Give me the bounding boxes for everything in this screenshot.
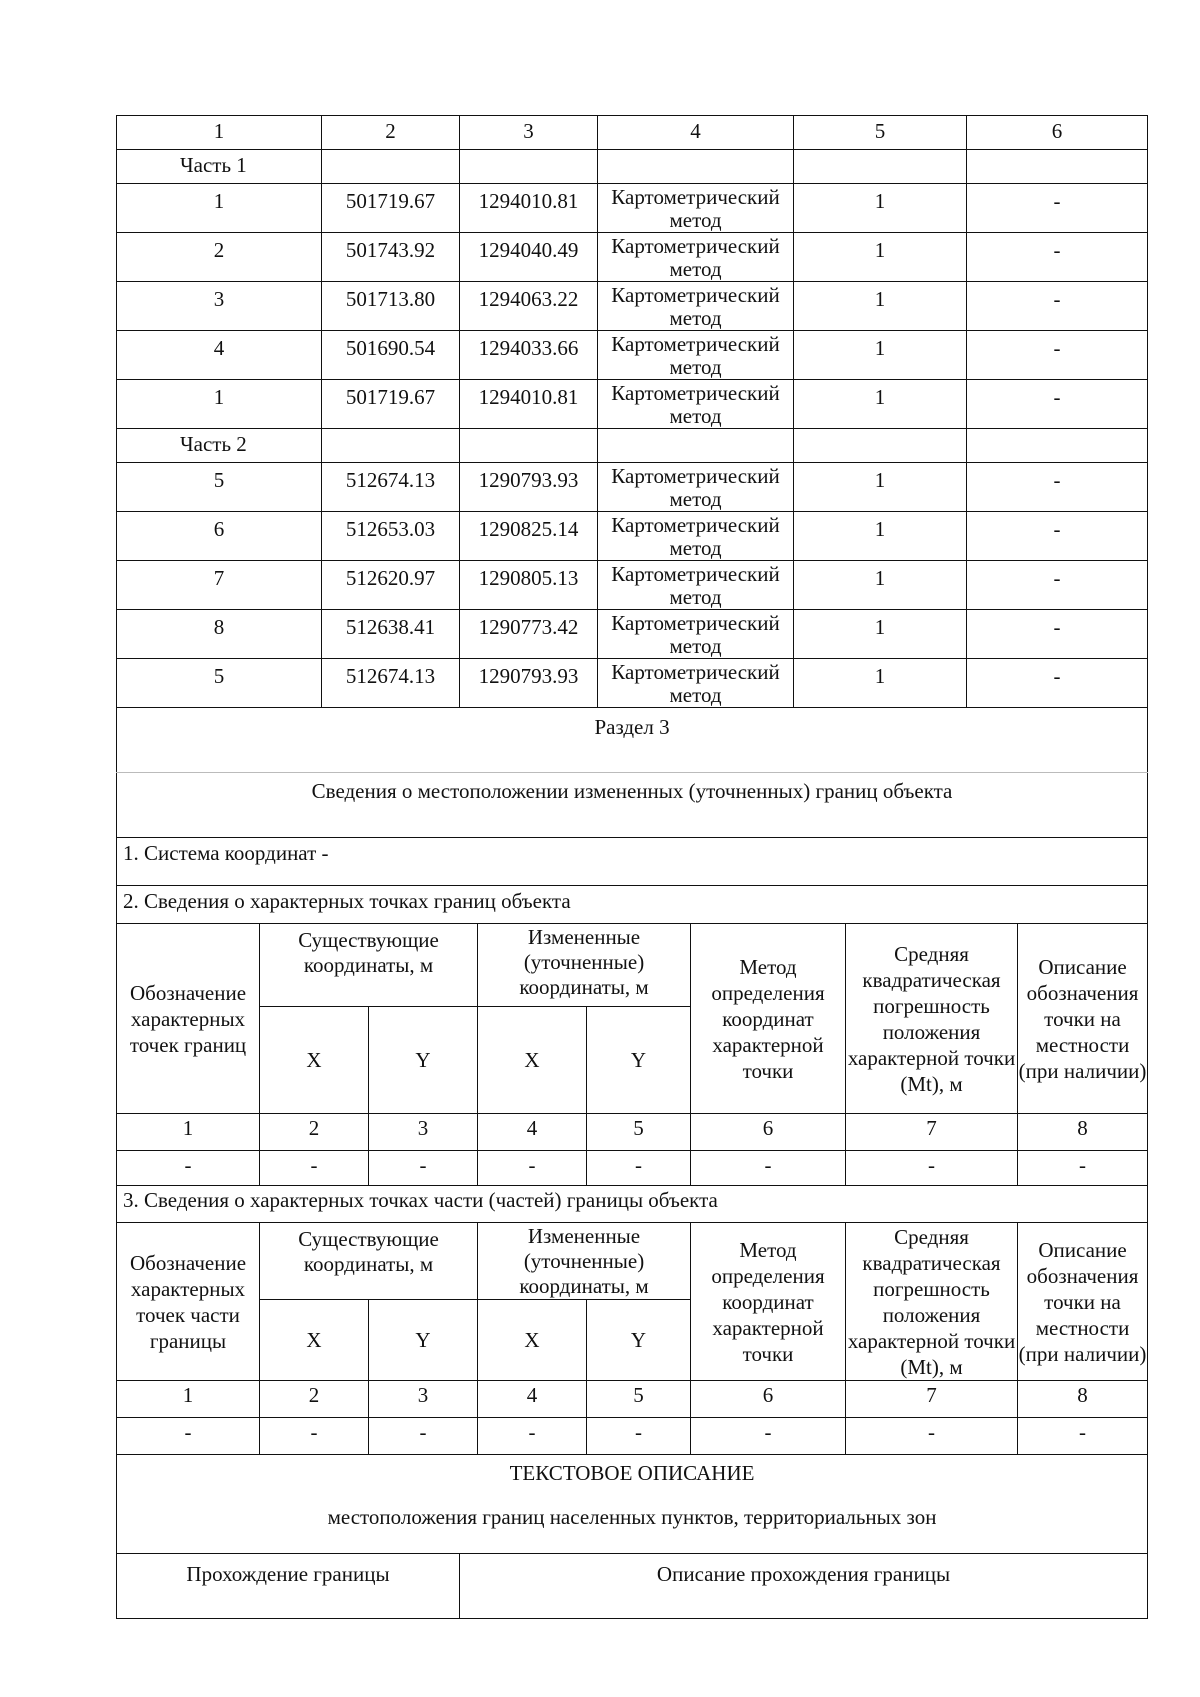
empty-data-row	[117, 1418, 1148, 1455]
header-y: Y	[587, 1300, 691, 1381]
coord-x: 501719.67	[322, 184, 460, 233]
empty-cell	[967, 429, 1148, 463]
column-number: 1	[117, 1381, 260, 1418]
empty-cell: -	[1018, 1418, 1148, 1455]
text-description-subtitle: местоположения границ населенных пунктов, территориальных зон	[117, 1505, 1148, 1554]
method: Картометрический метод	[598, 331, 794, 380]
coord-x: 512638.41	[322, 610, 460, 659]
part-label: Часть 2	[117, 429, 322, 463]
column-number-row	[117, 116, 1148, 150]
coord-y: 1290773.42	[460, 610, 598, 659]
parts-section-title: 3. Сведения о характерных точках части (частей) границы объекта	[117, 1186, 1148, 1223]
header-y: Y	[369, 1007, 478, 1114]
coord-x: 512674.13	[322, 463, 460, 512]
coordinates-table	[116, 115, 1148, 708]
coordinate-row	[117, 184, 1148, 233]
column-number: 1	[117, 116, 322, 150]
empty-cell: -	[260, 1418, 369, 1455]
column-number: 4	[598, 116, 794, 150]
header-designation-part: Обозначение характерных точек части границы	[117, 1223, 260, 1381]
column-number: 5	[587, 1381, 691, 1418]
point-description: -	[967, 561, 1148, 610]
method: Картометрический метод	[598, 659, 794, 708]
coordinate-row	[117, 512, 1148, 561]
empty-cell	[967, 150, 1148, 184]
mt-value: 1	[794, 331, 967, 380]
coord-y: 1290793.93	[460, 463, 598, 512]
coordinate-row	[117, 233, 1148, 282]
coordinate-row	[117, 463, 1148, 512]
boundary-description-table	[116, 1554, 1148, 1619]
point-description: -	[967, 282, 1148, 331]
points-section-title: 2. Сведения о характерных точках границ объекта	[117, 886, 1148, 924]
column-number: 4	[478, 1381, 587, 1418]
point-number: 8	[117, 610, 322, 659]
point-description: -	[967, 512, 1148, 561]
method: Картометрический метод	[598, 282, 794, 331]
mt-value: 1	[794, 380, 967, 429]
empty-cell: -	[691, 1151, 846, 1186]
header-mt: Средняя квадратическая погрешность положения характерной точки (Mt), м	[846, 924, 1018, 1114]
section-title: Раздел 3	[117, 708, 1148, 773]
column-number: 8	[1018, 1114, 1148, 1151]
empty-cell: -	[478, 1418, 587, 1455]
mt-value: 1	[794, 282, 967, 331]
point-description: -	[967, 463, 1148, 512]
empty-cell: -	[1018, 1151, 1148, 1186]
column-number: 3	[369, 1114, 478, 1151]
column-number: 7	[846, 1381, 1018, 1418]
empty-cell: -	[117, 1151, 260, 1186]
coord-y: 1294033.66	[460, 331, 598, 380]
empty-cell	[598, 429, 794, 463]
empty-data-row	[117, 1151, 1148, 1186]
coord-x: 501719.67	[322, 380, 460, 429]
coord-x: 512653.03	[322, 512, 460, 561]
header-existing: Существующие координаты, м	[260, 924, 478, 1007]
header-x: X	[478, 1300, 587, 1381]
point-number: 1	[117, 380, 322, 429]
empty-cell: -	[587, 1151, 691, 1186]
coord-y: 1290825.14	[460, 512, 598, 561]
header-x: X	[478, 1007, 587, 1114]
empty-cell: -	[846, 1418, 1018, 1455]
boundary-description-header: Описание прохождения границы	[460, 1554, 1148, 1619]
coord-y: 1290793.93	[460, 659, 598, 708]
header-method: Метод определения координат характерной точки	[691, 1223, 846, 1381]
header-description: Описание обозначения точки на местности (при наличии)	[1018, 1223, 1148, 1381]
point-description: -	[967, 380, 1148, 429]
coord-x: 512674.13	[322, 659, 460, 708]
empty-cell	[794, 429, 967, 463]
mt-value: 1	[794, 561, 967, 610]
column-number: 2	[260, 1381, 369, 1418]
section-subtitle: Сведения о местоположении измененных (уточненных) границ объекта	[117, 773, 1148, 838]
empty-cell	[322, 429, 460, 463]
method: Картометрический метод	[598, 184, 794, 233]
point-description: -	[967, 184, 1148, 233]
header-existing: Существующие координаты, м	[260, 1223, 478, 1300]
point-number: 6	[117, 512, 322, 561]
coord-x: 501690.54	[322, 331, 460, 380]
point-number: 5	[117, 463, 322, 512]
part-header-row	[117, 150, 1148, 184]
empty-cell	[460, 150, 598, 184]
column-number: 4	[478, 1114, 587, 1151]
empty-cell	[460, 429, 598, 463]
coordinate-row	[117, 380, 1148, 429]
column-number: 6	[967, 116, 1148, 150]
header-method: Метод определения координат характерной точки	[691, 924, 846, 1114]
method: Картометрический метод	[598, 233, 794, 282]
coord-x: 501713.80	[322, 282, 460, 331]
coordinate-row	[117, 282, 1148, 331]
header-x: X	[260, 1300, 369, 1381]
column-number: 1	[117, 1114, 260, 1151]
coord-y: 1294010.81	[460, 184, 598, 233]
column-number: 7	[846, 1114, 1018, 1151]
empty-cell: -	[369, 1418, 478, 1455]
header-mt: Средняя квадратическая погрешность положения характерной точки (Mt), м	[846, 1223, 1018, 1381]
column-number: 8	[1018, 1381, 1148, 1418]
coord-y: 1294010.81	[460, 380, 598, 429]
point-number: 3	[117, 282, 322, 331]
column-number: 5	[587, 1114, 691, 1151]
coordinate-row	[117, 561, 1148, 610]
empty-cell	[598, 150, 794, 184]
point-number: 4	[117, 331, 322, 380]
method: Картометрический метод	[598, 561, 794, 610]
header-designation: Обозначение характерных точек границ	[117, 924, 260, 1114]
point-description: -	[967, 659, 1148, 708]
empty-cell: -	[117, 1418, 260, 1455]
empty-cell: -	[846, 1151, 1018, 1186]
mt-value: 1	[794, 184, 967, 233]
empty-cell: -	[587, 1418, 691, 1455]
header-y: Y	[587, 1007, 691, 1114]
mt-value: 1	[794, 233, 967, 282]
column-number: 3	[369, 1381, 478, 1418]
header-description: Описание обозначения точки на местности (при наличии)	[1018, 924, 1148, 1114]
empty-cell	[794, 150, 967, 184]
method: Картометрический метод	[598, 610, 794, 659]
method: Картометрический метод	[598, 380, 794, 429]
point-number: 1	[117, 184, 322, 233]
boundary-passage-header: Прохождение границы	[117, 1554, 460, 1619]
column-number-row	[117, 1114, 1148, 1151]
mt-value: 1	[794, 463, 967, 512]
mt-value: 1	[794, 610, 967, 659]
coord-x: 512620.97	[322, 561, 460, 610]
coord-y: 1290805.13	[460, 561, 598, 610]
point-description: -	[967, 233, 1148, 282]
coord-y: 1294040.49	[460, 233, 598, 282]
mt-value: 1	[794, 512, 967, 561]
empty-cell: -	[369, 1151, 478, 1186]
document-page	[116, 115, 1147, 1619]
part-header-row	[117, 429, 1148, 463]
column-number: 5	[794, 116, 967, 150]
column-number: 2	[260, 1114, 369, 1151]
empty-cell	[322, 150, 460, 184]
column-number: 6	[691, 1114, 846, 1151]
header-changed: Измененные (уточненные) координаты, м	[478, 924, 691, 1007]
header-x: X	[260, 1007, 369, 1114]
empty-cell: -	[691, 1418, 846, 1455]
point-number: 2	[117, 233, 322, 282]
point-description: -	[967, 331, 1148, 380]
section3-block	[116, 708, 1148, 1554]
column-number: 2	[322, 116, 460, 150]
coord-x: 501743.92	[322, 233, 460, 282]
column-number: 6	[691, 1381, 846, 1418]
mt-value: 1	[794, 659, 967, 708]
point-number: 5	[117, 659, 322, 708]
coordinate-row	[117, 659, 1148, 708]
column-number-row	[117, 1381, 1148, 1418]
header-changed: Измененные (уточненные) координаты, м	[478, 1223, 691, 1300]
column-number: 3	[460, 116, 598, 150]
method: Картометрический метод	[598, 463, 794, 512]
header-y: Y	[369, 1300, 478, 1381]
empty-cell: -	[478, 1151, 587, 1186]
coord-y: 1294063.22	[460, 282, 598, 331]
method: Картометрический метод	[598, 512, 794, 561]
coordinate-row	[117, 331, 1148, 380]
point-description: -	[967, 610, 1148, 659]
empty-cell: -	[260, 1151, 369, 1186]
point-number: 7	[117, 561, 322, 610]
text-description-title: ТЕКСТОВОЕ ОПИСАНИЕ	[117, 1455, 1148, 1506]
part-label: Часть 1	[117, 150, 322, 184]
coordinate-row	[117, 610, 1148, 659]
coordinate-system: 1. Система координат -	[117, 838, 1148, 886]
